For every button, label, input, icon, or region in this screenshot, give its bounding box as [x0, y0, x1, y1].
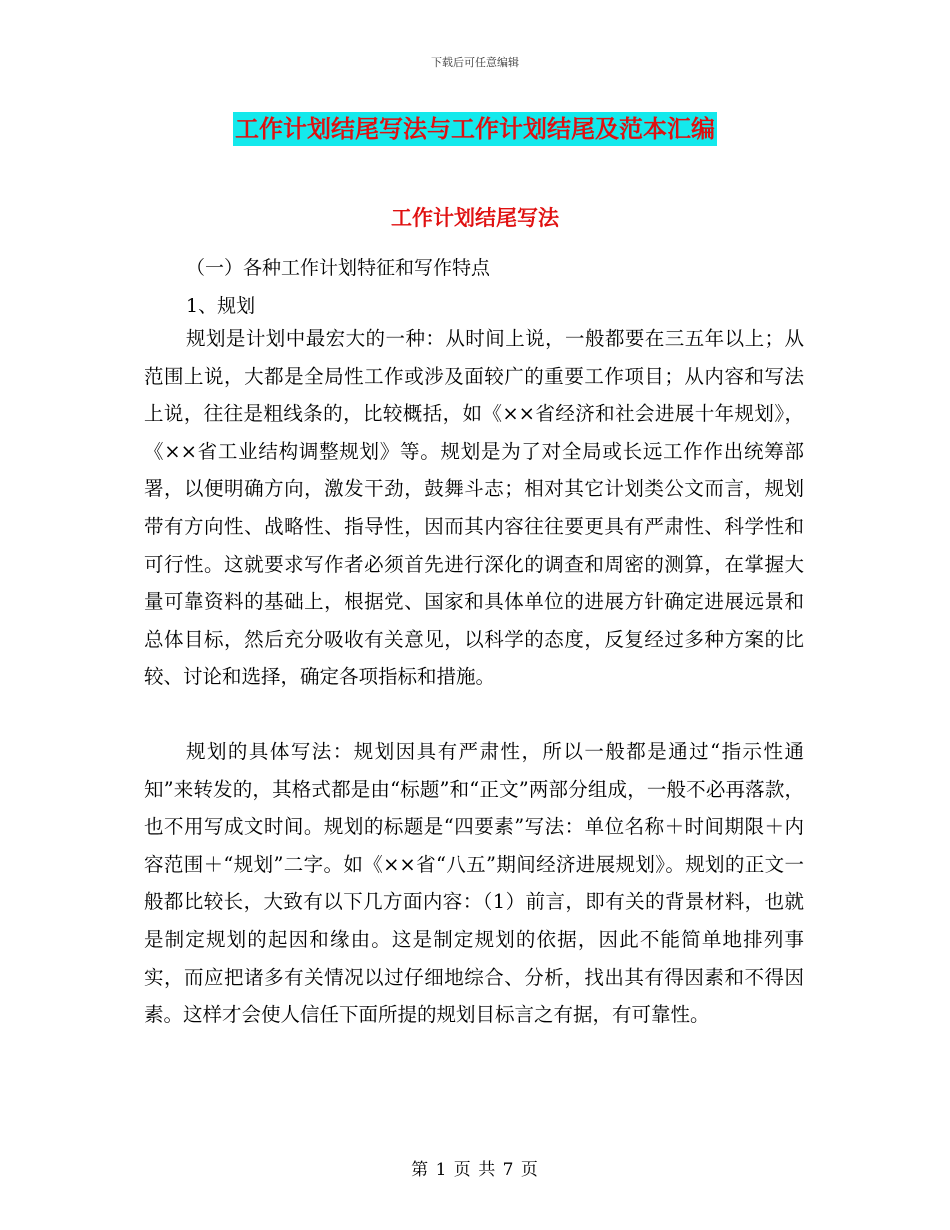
- body-paragraph: 规划的具体写法：规划因具有严肃性，所以一般都是通过“指示性通知”来转发的，其格式都是由“标题”和“正文”两部分组成，一般不必再落款，也不用写成文时间。规划的标题是“四要素”写法：单位名称＋时间期限＋内容范围＋“规划”二字。如《××省“八五”期间经济进展规划》。规划的正文一般都比较长，大致有以下几方面内容：（1）前言，即有关的背景材料，也就是制定规划的起因和缘由。这是制定规划的依据，因此不能简单地排列事实，而应把诸多有关情况以过仔细地综合、分析，找出其有得因素和不得因素。这样才会使人信任下面所提的规划目标言之有据，有可靠性。: [144, 740, 804, 1027]
- page-footer: 第 1 页 共 7 页: [411, 1160, 539, 1180]
- document-subtitle: 工作计划结尾写法: [391, 205, 559, 230]
- header-note: 下载后可任意编辑: [431, 56, 519, 69]
- item-heading: 1、规划: [186, 295, 256, 317]
- document-title: 工作计划结尾写法与工作计划结尾及范本汇编: [233, 112, 717, 146]
- body-paragraph: 规划是计划中最宏大的一种：从时间上说，一般都要在三五年以上；从范围上说，大都是全局性工作或涉及面较广的重要工作项目；从内容和写法上说，往往是粗线条的，比较概括，如《××省经济和社会进展十年规划》，《××省工业结构调整规划》等。规划是为了对全局或长远工作作出统筹部署，以便明确方向，激发干劲，鼓舞斗志；相对其它计划类公文而言，规划带有方向性、战略性、指导性，因而其内容往往要更具有严肃性、科学性和可行性。这就要求写作者必须首先进行深化的调查和周密的测算，在掌握大量可靠资料的基础上，根据党、国家和具体单位的进展方针确定进展远景和总体目标，然后充分吸收有关意见，以科学的态度，反复经过多种方案的比较、讨论和选择，确定各项指标和措施。: [144, 327, 804, 689]
- section-heading: （一）各种工作计划特征和写作特点: [186, 257, 491, 279]
